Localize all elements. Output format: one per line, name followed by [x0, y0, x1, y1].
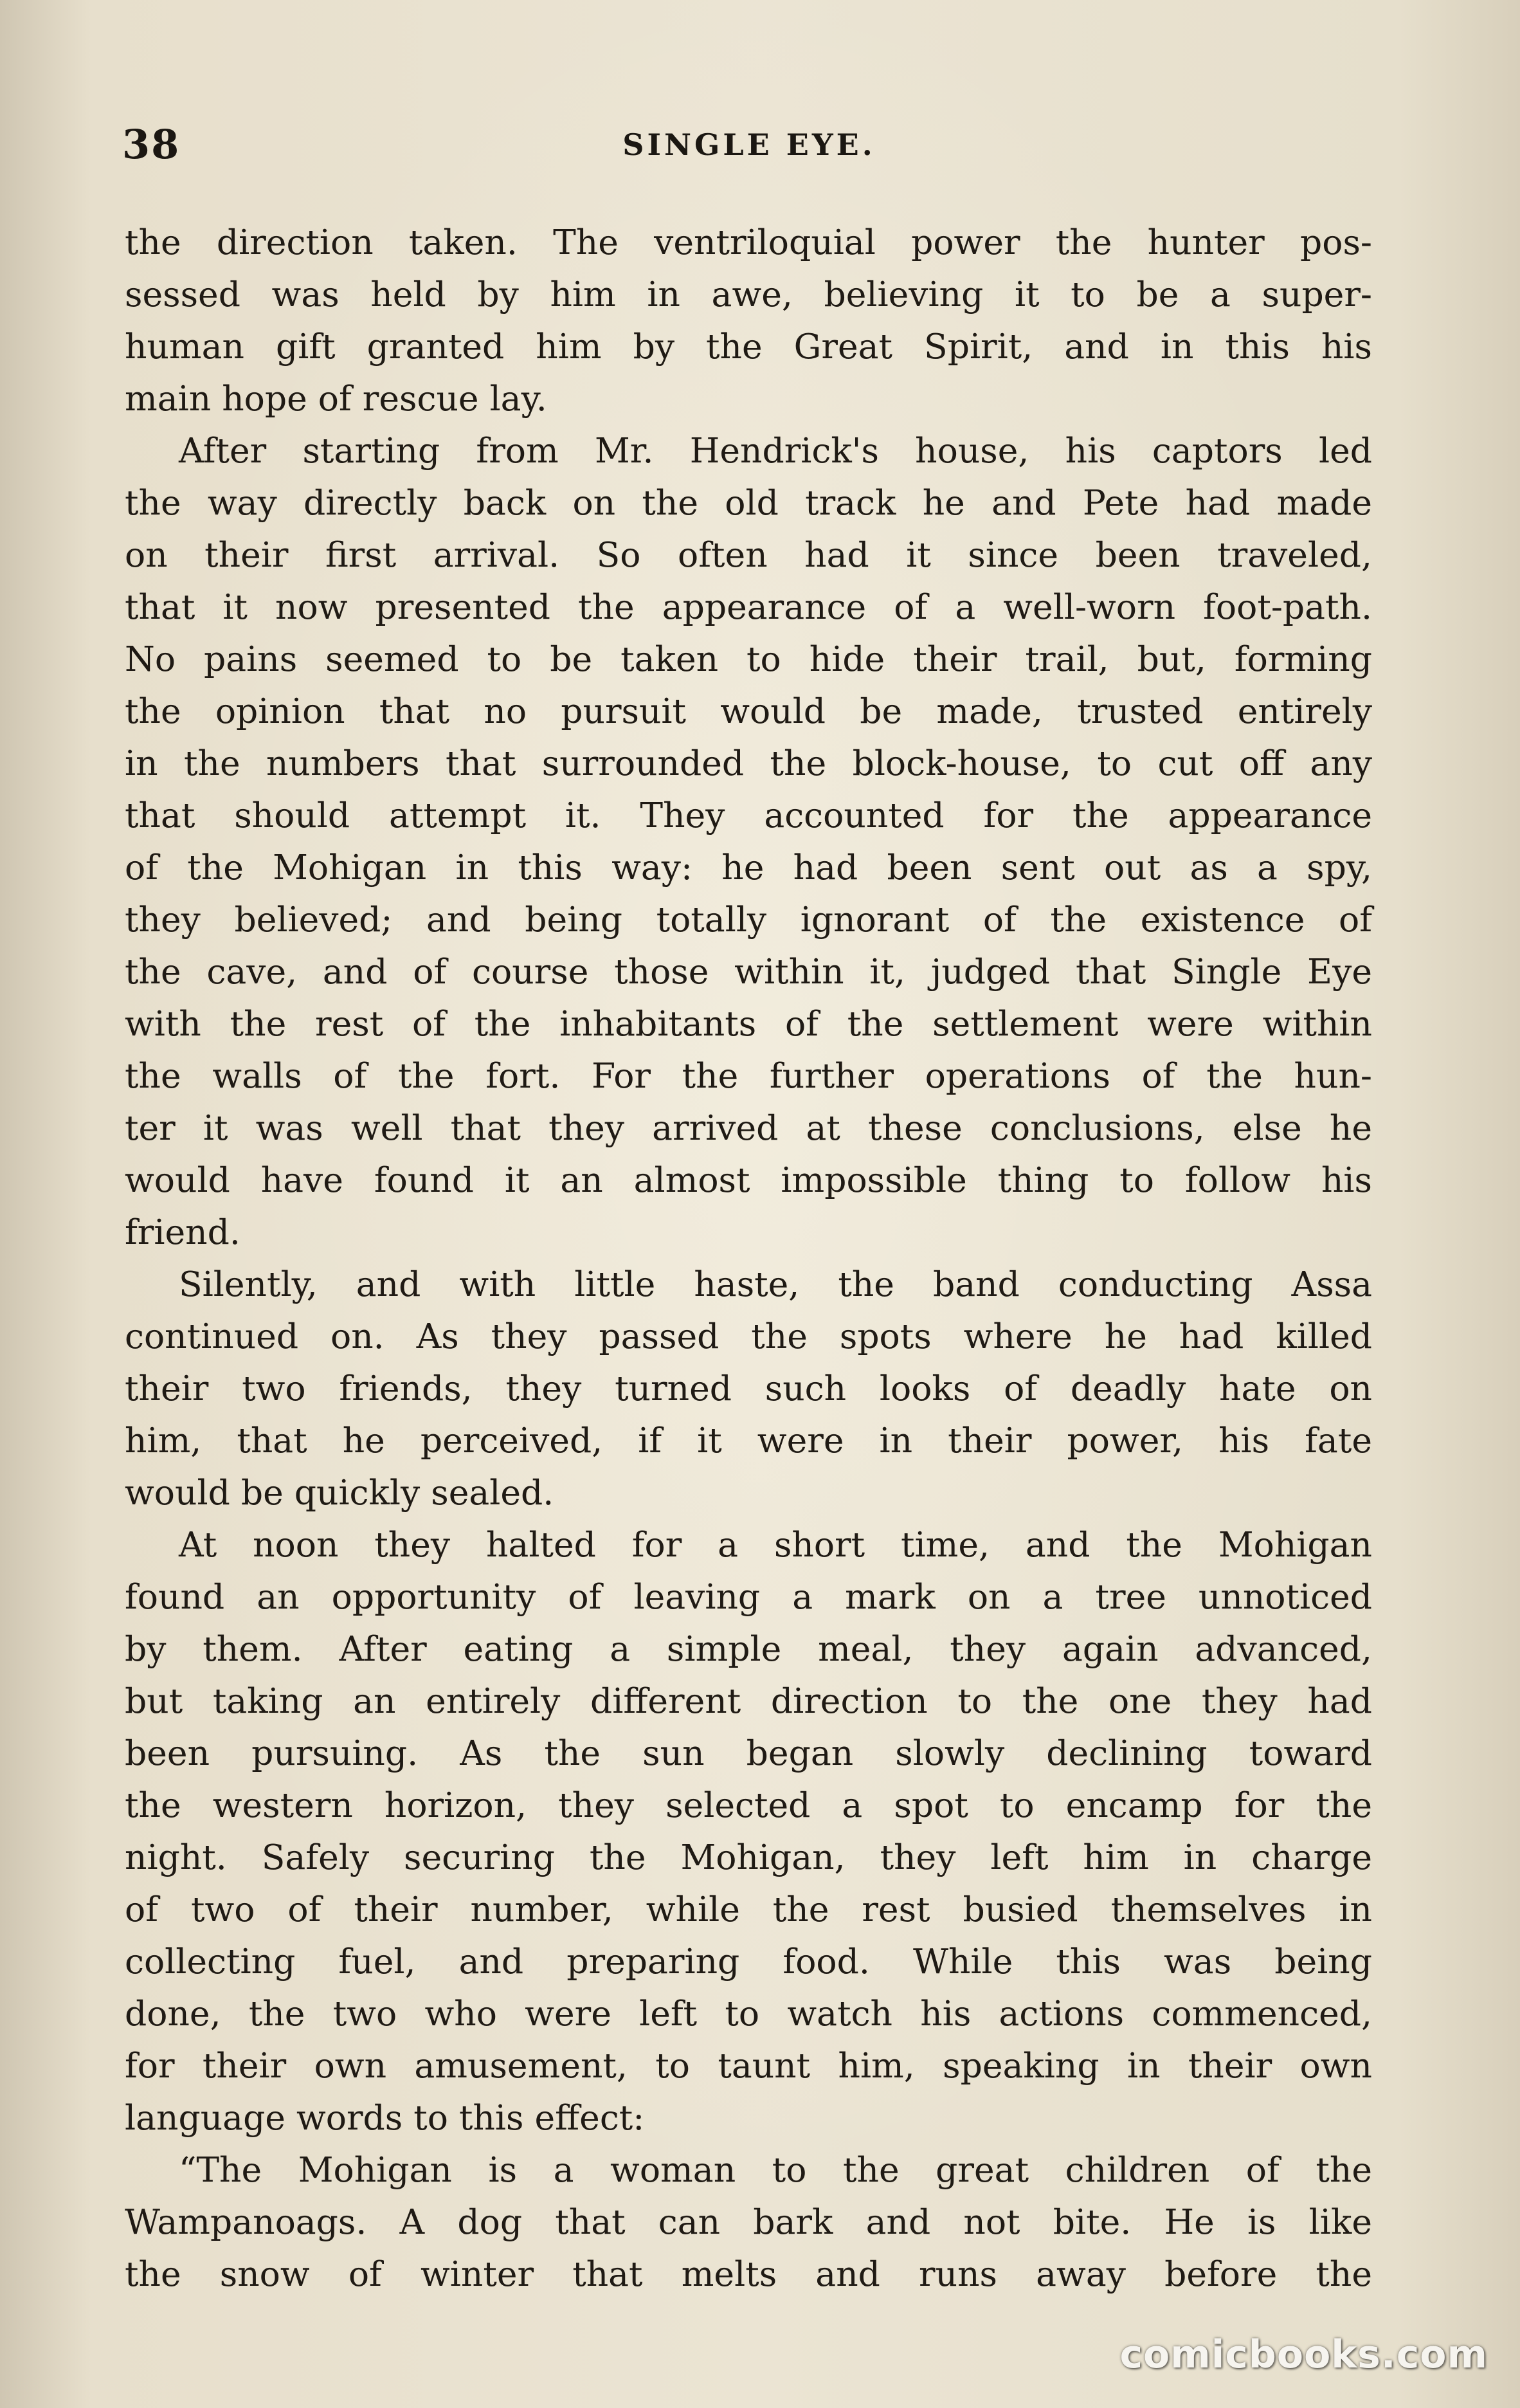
text-line: Silently, and with little haste, the band conducting Assa: [179, 1264, 1372, 1304]
text-line: the walls of the fort. For the further operations of the hun-: [125, 1055, 1372, 1096]
text-line: After starting from Mr. Hendrick's house, his captors led: [179, 430, 1372, 471]
text-line: human gift granted him by the Great Spirit, and in this his: [125, 326, 1372, 367]
text-line: ter it was well that they arrived at these conclusions, else he: [125, 1108, 1372, 1148]
text-line: of the Mohigan in this way: he had been sent out as a spy,: [125, 847, 1372, 888]
text-line: friend.: [125, 1212, 240, 1252]
text-line: night. Safely securing the Mohigan, they left him in charge: [125, 1837, 1372, 1877]
text-line: they believed; and being totally ignorant of the existence of: [125, 899, 1372, 940]
text-line: the western horizon, they selected a spot to encamp for the: [125, 1785, 1372, 1825]
text-line: of two of their number, while the rest busied themselves in: [125, 1889, 1372, 1929]
page-header: [122, 121, 1376, 172]
text-line: the direction taken. The ventriloquial power the hunter pos-: [125, 222, 1372, 262]
text-line: by them. After eating a simple meal, they again advanced,: [125, 1628, 1372, 1669]
text-line: Wampanoags. A dog that can bark and not bite. He is like: [125, 2202, 1372, 2242]
text-line: the cave, and of course those within it, judged that Single Eye: [125, 951, 1372, 992]
text-line: At noon they halted for a short time, and the Mohigan: [179, 1524, 1372, 1565]
text-line: done, the two who were left to watch his actions commenced,: [125, 1993, 1372, 2034]
text-line: for their own amusement, to taunt him, speaking in their own: [125, 2045, 1372, 2086]
text-line: continued on. As they passed the spots where he had killed: [125, 1316, 1372, 1356]
text-line: No pains seemed to be taken to hide their trail, but, forming: [125, 639, 1372, 679]
text-line: but taking an entirely different direction to the one they had: [125, 1681, 1372, 1721]
text-line: the snow of winter that melts and runs away before the: [125, 2254, 1372, 2294]
text-line: in the numbers that surrounded the block-house, to cut off any: [125, 743, 1372, 783]
text-line: sessed was held by him in awe, believing it to be a super-: [125, 274, 1372, 315]
text-line: found an opportunity of leaving a mark on a tree unnoticed: [125, 1576, 1372, 1617]
running-title: SINGLE EYE.: [622, 127, 876, 162]
text-line: that it now presented the appearance of a well-worn foot-path.: [125, 587, 1372, 627]
text-line: main hope of rescue lay.: [125, 378, 547, 419]
text-line: been pursuing. As the sun began slowly declining toward: [125, 1733, 1372, 1773]
text-line: would have found it an almost impossible thing to follow his: [125, 1160, 1372, 1200]
text-line: language words to this effect:: [125, 2097, 645, 2138]
text-line: him, that he perceived, if it were in their power, his fate: [125, 1420, 1372, 1461]
text-line: the way directly back on the old track he and Pete had made: [125, 482, 1372, 523]
text-line: that should attempt it. They accounted for the appearance: [125, 795, 1372, 835]
text-line: would be quickly sealed.: [125, 1472, 554, 1513]
text-line: “The Mohigan is a woman to the great children of the: [179, 2149, 1372, 2190]
page-number: 38: [122, 121, 181, 168]
text-line: the opinion that no pursuit would be made, trusted entirely: [125, 691, 1372, 731]
text-line: on their first arrival. So often had it since been traveled,: [125, 534, 1372, 575]
watermark: comicbooks.com: [1119, 2332, 1488, 2377]
body-text: [125, 216, 1372, 2300]
text-line: their two friends, they turned such looks of deadly hate on: [125, 1368, 1372, 1409]
text-line: collecting fuel, and preparing food. While this was being: [125, 1941, 1372, 1982]
text-line: with the rest of the inhabitants of the settlement were within: [125, 1003, 1372, 1044]
